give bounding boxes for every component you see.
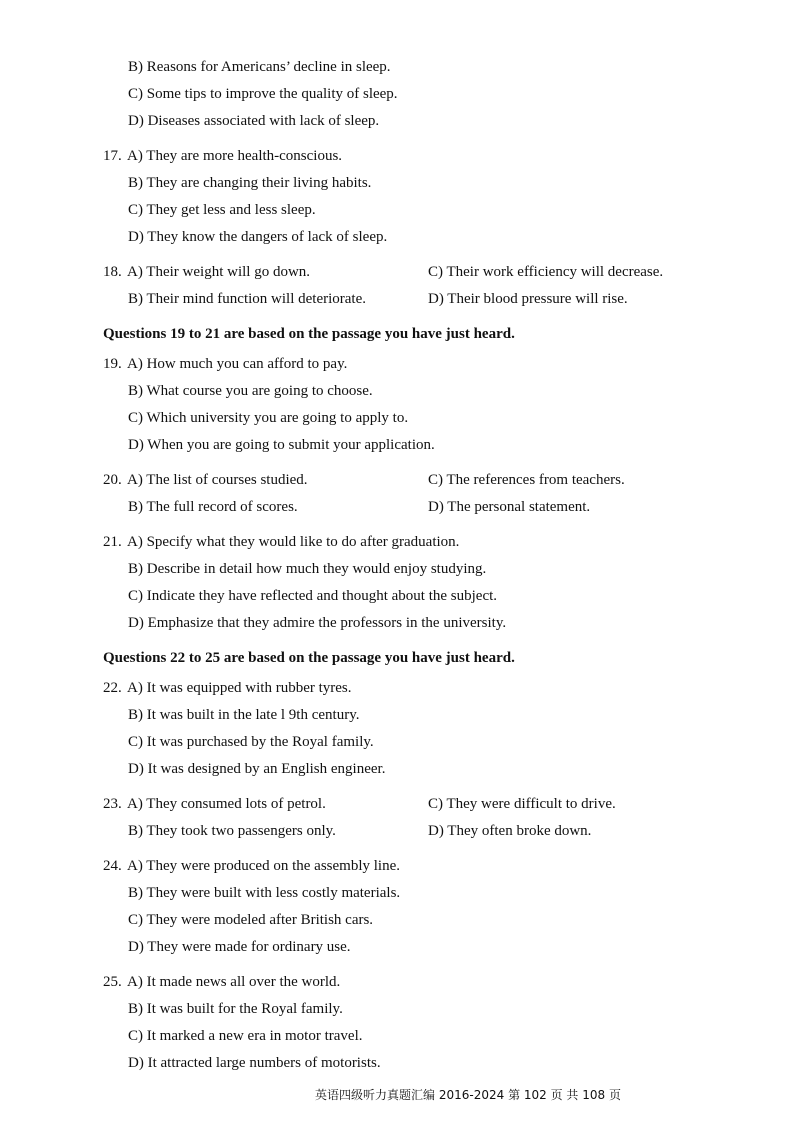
option-a: A) They consumed lots of petrol.	[127, 796, 326, 812]
option-c: C) Indicate they have reflected and thought about the subject.	[128, 588, 498, 604]
option-a: A) The list of courses studied.	[127, 472, 308, 488]
option-a: A) They are more health-conscious.	[127, 148, 343, 164]
page-footer-text: 英语四级听力真题汇编 2016-2024 第 102 页 共 108 页	[315, 1088, 621, 1102]
option-d: D) It was designed by an English engineer.	[128, 761, 386, 777]
option-row	[0, 286, 800, 313]
option-d: D) It attracted large numbers of motorists.	[128, 1055, 381, 1071]
option-row	[0, 702, 800, 729]
option-b: B) Describe in detail how much they would enjoy studying.	[128, 561, 487, 577]
option-b: B) They took two passengers only.	[128, 823, 336, 839]
option-a: A) Specify what they would like to do after graduation.	[127, 534, 460, 550]
option-b: B) Reasons for Americans’ decline in sleep.	[128, 59, 391, 75]
option-row	[0, 378, 800, 405]
option-c: C) They were difficult to drive.	[428, 796, 616, 812]
option-row	[0, 432, 800, 459]
option-d: D) Diseases associated with lack of sleep.	[128, 113, 380, 129]
question-number: 19.	[103, 356, 122, 372]
option-row	[0, 405, 800, 432]
question-number: 25.	[103, 974, 122, 990]
option-c: C) It was purchased by the Royal family.	[128, 734, 374, 750]
option-row	[0, 556, 800, 583]
question-20	[0, 467, 800, 494]
option-a: A) Their weight will go down.	[127, 264, 311, 280]
option-row	[0, 818, 800, 845]
option-c: C) The references from teachers.	[428, 472, 625, 488]
question-25	[0, 969, 800, 996]
question-number: 23.	[103, 796, 122, 812]
option-row	[0, 610, 800, 637]
option-row	[0, 1050, 800, 1077]
option-b: B) Their mind function will deteriorate.	[128, 291, 366, 307]
option-b: B) The full record of scores.	[128, 499, 298, 515]
option-d: D) They were made for ordinary use.	[128, 939, 351, 955]
question-17	[0, 143, 800, 170]
option-row	[0, 729, 800, 756]
option-d: D) They know the dangers of lack of sleep.	[128, 229, 388, 245]
option-row	[0, 934, 800, 961]
question-number: 21.	[103, 534, 122, 550]
question-19	[0, 351, 800, 378]
option-a: A) How much you can afford to pay.	[127, 356, 348, 372]
question-23	[0, 791, 800, 818]
page-footer	[0, 1085, 800, 1105]
option-d: D) The personal statement.	[428, 499, 591, 515]
option-row	[0, 108, 800, 135]
option-row	[0, 224, 800, 251]
option-row	[0, 81, 800, 108]
section-heading	[0, 645, 800, 672]
question-18	[0, 259, 800, 286]
exam-page	[0, 54, 800, 1077]
option-d: D) Emphasize that they admire the professors in the university.	[128, 615, 507, 631]
option-c: C) Some tips to improve the quality of sleep.	[128, 86, 398, 102]
question-22	[0, 675, 800, 702]
option-c: C) They were modeled after British cars.	[128, 912, 374, 928]
option-b: B) They are changing their living habits.	[128, 175, 372, 191]
option-c: C) Their work efficiency will decrease.	[428, 264, 664, 280]
option-row	[0, 170, 800, 197]
option-row	[0, 996, 800, 1023]
option-a: A) It was equipped with rubber tyres.	[127, 680, 352, 696]
section-heading-text: Questions 19 to 21 are based on the passage you have just heard.	[103, 326, 515, 342]
option-row	[0, 907, 800, 934]
question-number: 18.	[103, 264, 122, 280]
section-heading	[0, 321, 800, 348]
option-c: C) They get less and less sleep.	[128, 202, 316, 218]
option-row	[0, 197, 800, 224]
question-21	[0, 529, 800, 556]
option-b: B) What course you are going to choose.	[128, 383, 373, 399]
option-b: B) It was built for the Royal family.	[128, 1001, 343, 1017]
question-number: 17.	[103, 148, 122, 164]
option-d: D) When you are going to submit your application.	[128, 437, 435, 453]
option-a: A) It made news all over the world.	[127, 974, 341, 990]
option-row	[0, 583, 800, 610]
option-row	[0, 756, 800, 783]
option-c: C) It marked a new era in motor travel.	[128, 1028, 363, 1044]
section-heading-text: Questions 22 to 25 are based on the passage you have just heard.	[103, 650, 515, 666]
question-number: 22.	[103, 680, 122, 696]
option-row	[0, 880, 800, 907]
option-d: D) Their blood pressure will rise.	[428, 291, 628, 307]
option-row	[0, 494, 800, 521]
question-number: 24.	[103, 858, 122, 874]
option-a: A) They were produced on the assembly line.	[127, 858, 400, 874]
question-number: 20.	[103, 472, 122, 488]
question-24	[0, 853, 800, 880]
option-d: D) They often broke down.	[428, 823, 592, 839]
question-16-continued	[0, 54, 800, 81]
option-c: C) Which university you are going to apply to.	[128, 410, 409, 426]
option-row	[0, 1023, 800, 1050]
option-b: B) It was built in the late l 9th century.	[128, 707, 360, 723]
option-b: B) They were built with less costly materials.	[128, 885, 401, 901]
